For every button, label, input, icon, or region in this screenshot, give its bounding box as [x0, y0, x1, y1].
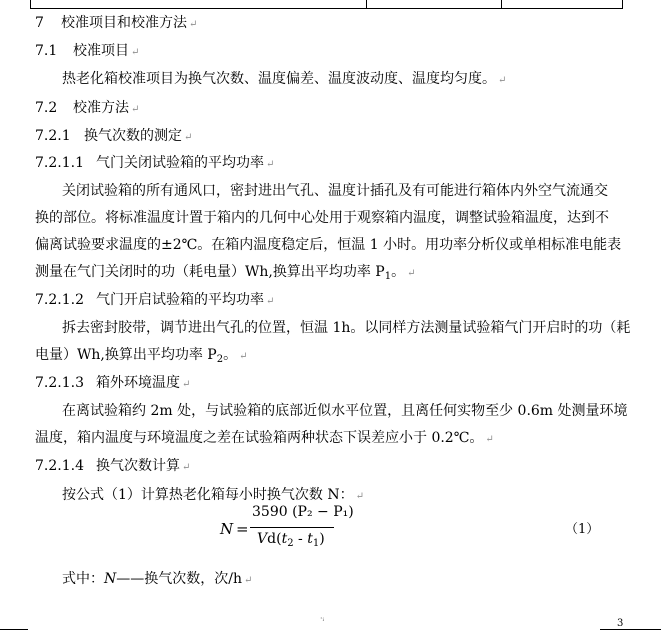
- paragraph-text: 。: [391, 264, 406, 280]
- formula-denominator: [257, 531, 325, 549]
- paragraph-7-2-1-4: [62, 484, 364, 504]
- paragraph-mark-icon: ↵: [131, 47, 140, 58]
- paragraph-mark-icon: ↵: [266, 159, 275, 170]
- where-variable: N: [104, 571, 117, 587]
- paragraph-mark-icon: ↵: [182, 462, 191, 473]
- paragraph-mark-icon: ↵: [485, 434, 494, 445]
- section-heading-7-1: [35, 40, 139, 60]
- paragraph-mark-icon: ↵: [184, 132, 193, 143]
- denominator-d: d(: [267, 531, 282, 547]
- section-title: 校准方法: [73, 100, 129, 116]
- paragraph-text: 测量在气门关闭时的功（耗电量）Wh,换算出平均功率 P: [35, 264, 385, 280]
- section-heading-7-2: [35, 97, 139, 117]
- paragraph-mark-icon: ↵: [182, 379, 191, 390]
- paragraph-mark-icon: ↵: [243, 575, 253, 586]
- where-description: ——换气次数，次/h: [116, 571, 242, 587]
- paragraph-text: 拆去密封胶带，调节进出气孔的位置，恒温 1h。以同样方法测量试验箱气门开启时的功（耗: [62, 320, 631, 336]
- section-title: 气门开启试验箱的平均功率: [96, 292, 264, 308]
- paragraph-line: [35, 207, 609, 227]
- section-number: 7.2.1.2: [35, 292, 84, 308]
- formula-lhs: N: [220, 520, 234, 538]
- paragraph-text: 温度，箱内温度与环境温度之差在试验箱两种状态下误差应小于 0.2℃。: [35, 430, 484, 446]
- section-heading-7-2-1: [35, 125, 192, 145]
- paragraph-mark-icon: ↵: [498, 75, 507, 86]
- paragraph-text: 电量）Wh,换算出平均功率 P: [35, 347, 217, 363]
- paragraph-text: 关闭试验箱的所有通风口，密封进出气孔、温度计插孔及有可能进行箱体内外空气流通交: [62, 183, 608, 199]
- paragraph-line: [35, 234, 621, 254]
- formula-1: [0, 502, 661, 562]
- section-heading-7-2-1-1: [35, 152, 274, 172]
- section-number: 7.1: [35, 43, 58, 59]
- paragraph-mark-icon: ↵: [266, 296, 275, 307]
- denominator-t2: t: [281, 531, 288, 547]
- footer-line-right: [600, 629, 661, 630]
- paragraph-mark-icon: ↵: [131, 104, 140, 115]
- section-title: 校准项目和校准方法: [61, 15, 187, 31]
- section-title: 换气次数计算: [96, 458, 180, 474]
- section-number: 7: [35, 15, 44, 31]
- paragraph-line: [62, 317, 630, 337]
- subscript: 2: [287, 538, 294, 549]
- section-heading-7-2-1-4: [35, 455, 190, 475]
- subscript: 2: [216, 354, 224, 365]
- paragraph-line: [62, 400, 628, 420]
- fraction-bar: [250, 527, 334, 528]
- equation-number: （1）: [565, 522, 600, 537]
- table-bottom-edge: [30, 0, 623, 9]
- paragraph-text: 按公式（1）计算热老化箱每小时换气次数 N：: [62, 487, 354, 503]
- section-heading-7: [35, 12, 197, 32]
- paragraph-text: 。: [223, 347, 238, 363]
- section-number: 7.2.1.1: [35, 155, 84, 171]
- paragraph-mark-icon: ↵: [407, 268, 416, 279]
- section-title: 校准项目: [73, 43, 129, 59]
- section-number: 7.2.1.3: [35, 375, 84, 391]
- footer-line-left: [0, 629, 28, 630]
- section-heading-7-2-1-2: [35, 289, 274, 309]
- paragraph-text: 在离试验箱约 2m 处，与试验箱的底部近似水平位置，且离任何实物至少 0.6m 处测量环境: [62, 403, 628, 419]
- paragraph-line: [62, 180, 608, 200]
- paragraph-mark-icon: ↵: [239, 351, 248, 362]
- denominator-minus: -: [293, 531, 308, 547]
- denominator-close: ): [319, 531, 325, 547]
- paragraph-mark-icon: ↵: [355, 491, 364, 502]
- formula-equals: =: [236, 520, 249, 538]
- subscript: 1: [384, 271, 392, 282]
- where-prefix: 式中：: [62, 571, 104, 587]
- paragraph-line: [35, 261, 416, 282]
- paragraph-line: [35, 344, 248, 365]
- denominator-v: V: [257, 531, 268, 547]
- center-dot-mark: ·ᵢ: [320, 614, 325, 623]
- section-title: 气门关闭试验箱的平均功率: [96, 155, 264, 171]
- denominator-t1: t: [307, 531, 313, 547]
- subscript: 1: [312, 538, 320, 549]
- paragraph-7-1: [62, 68, 506, 88]
- section-title: 箱外环境温度: [96, 375, 180, 391]
- formula-numerator: 3590 (P₂ − P₁): [252, 504, 354, 520]
- section-number: 7.2: [35, 100, 58, 116]
- paragraph-mark-icon: ↵: [189, 19, 198, 30]
- section-heading-7-2-1-3: [35, 372, 190, 392]
- paragraph-text: 偏离试验要求温度的±2℃。在箱内温度稳定后，恒温 1 小时。用功率分析仪或单相标准电能表: [35, 237, 622, 253]
- section-number: 7.2.1: [35, 128, 71, 144]
- where-clause: [62, 568, 252, 588]
- paragraph-text: 热老化箱校准项目为换气次数、温度偏差、温度波动度、温度均匀度。: [62, 71, 496, 87]
- paragraph-line: [35, 427, 494, 447]
- paragraph-text: 换的部位。将标准温度计置于箱内的几何中心处用于观察箱内温度，调整试验箱温度，达到不: [35, 210, 609, 226]
- page-number: 3: [617, 618, 624, 629]
- section-title: 换气次数的测定: [84, 128, 182, 144]
- section-number: 7.2.1.4: [35, 458, 84, 474]
